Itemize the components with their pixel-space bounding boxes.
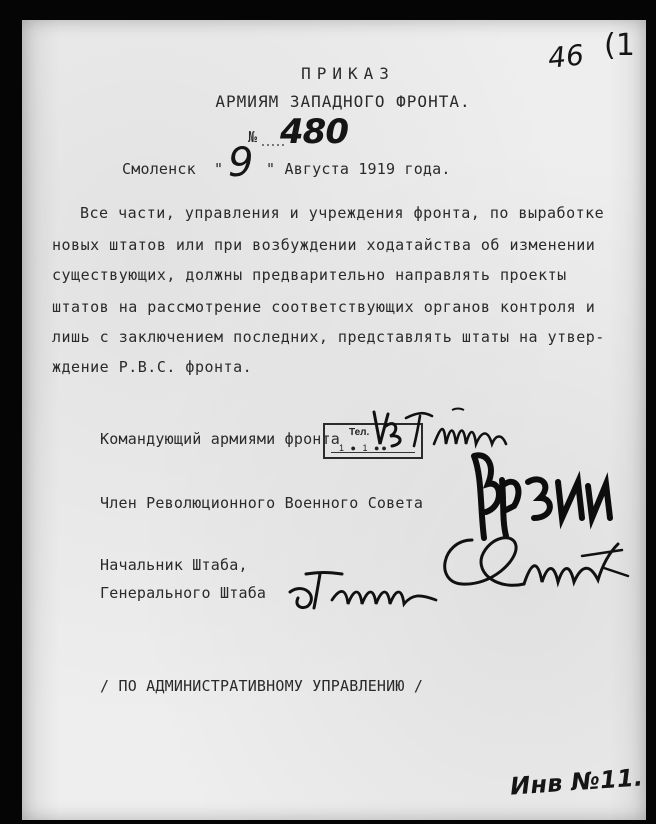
body-line-2: новых штатов или при возбуждении ходатайства об изменении	[52, 236, 596, 254]
page-number-extra: (1	[604, 28, 636, 63]
body-line-3: существующих, должны предварительно направлять проекты	[52, 266, 567, 284]
page-number: 46	[546, 38, 586, 75]
order-number-label: №	[248, 128, 258, 146]
body-line-6: ждение Р.В.С. фронта.	[52, 358, 253, 376]
body-line-1: Все части, управления и учреждения фронта, по выработке	[80, 204, 605, 222]
date-month-year: Августа 1919 года.	[284, 160, 451, 178]
stamp-number: 1 ● 1 ●●	[339, 443, 389, 453]
routing-line: / ПО АДМИНИСТРАТИВНОМУ УПРАВЛЕНИЮ /	[100, 677, 424, 695]
date-rest: " Августа 1919 года.	[266, 160, 451, 178]
body-line-4: штатов на рассмотрение соответствующих органов контроля и	[52, 298, 596, 316]
signature-general-staff-title: Генерального Штаба	[100, 584, 267, 602]
order-number: 480	[280, 112, 348, 152]
signature-council-member-title: Член Революционного Военного Совета	[100, 494, 424, 512]
inventory-note: Инв №11.	[509, 763, 645, 801]
document-title: ПРИКАЗ	[301, 64, 395, 83]
flourish-signature	[432, 520, 632, 600]
signature-chief-of-staff-title: Начальник Штаба,	[100, 556, 248, 574]
stamp-text: Тел.	[349, 427, 370, 438]
signature-commander-title: Командующий армиями фронта	[100, 430, 340, 448]
date-city: Смоленск	[122, 160, 196, 178]
date-quote-open: "	[214, 160, 224, 178]
chief-of-staff-signature	[284, 560, 444, 620]
date-day: 9	[228, 140, 254, 186]
body-line-5: лишь с заключением последних, представлять штаты на утвер-	[52, 328, 605, 346]
document-subtitle: АРМИЯМ ЗАПАДНОГО ФРОНТА.	[215, 92, 471, 111]
